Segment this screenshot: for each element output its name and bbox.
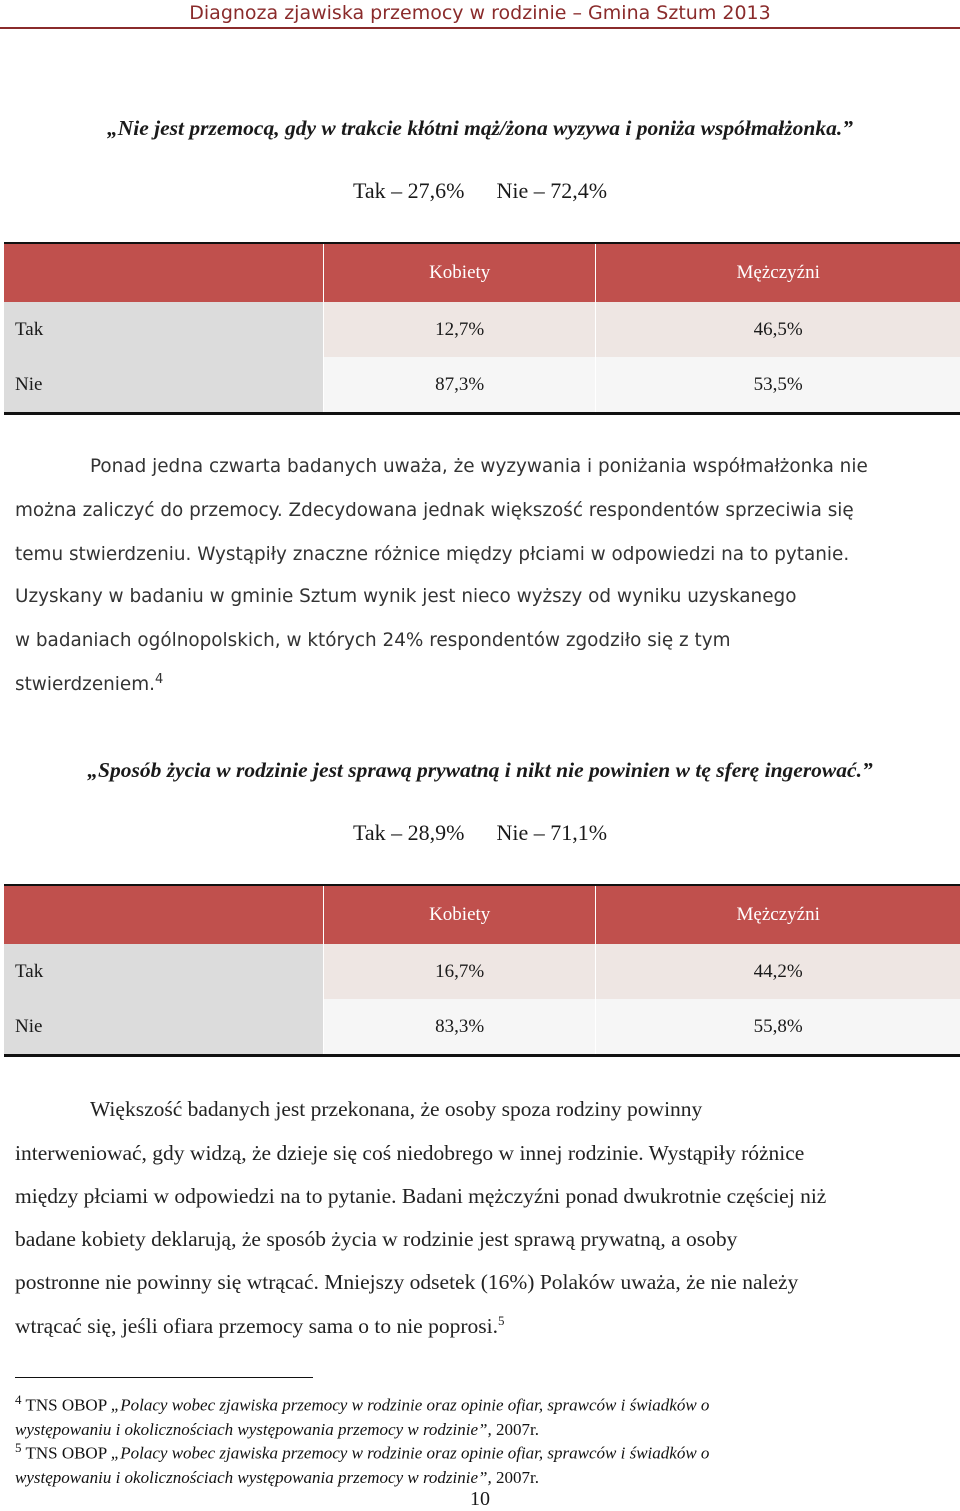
footnote-number: 4 [15, 1392, 22, 1407]
table-row [4, 944, 960, 999]
paragraph-1-line-last [15, 672, 163, 695]
value-women: 83,3% [324, 999, 596, 1056]
question-2-summary [0, 820, 960, 846]
table-row [4, 302, 960, 357]
paragraph-2-text: wtrącać się, jeśli ofiara przemocy sama o to nie poprosi. [15, 1314, 498, 1339]
row-label: Nie [4, 357, 324, 414]
header-rule [0, 27, 960, 29]
footnote-year: 2007r. [496, 1467, 539, 1487]
footnote-ref-5[interactable]: 5 [497, 1313, 505, 1328]
column-header-women: Kobiety [324, 243, 596, 302]
footnote-4 [15, 1388, 915, 1442]
value-men: 53,5% [596, 357, 960, 414]
summary-yes: Tak – 28,9% [352, 820, 465, 845]
question-2-title: „Sposób życia w rodzinie jest sprawą prywatną i nikt nie powinien w tę sferę ingerować.” [87, 758, 873, 782]
column-header-women: Kobiety [324, 885, 596, 944]
question-1-title: „Nie jest przemocą, gdy w trakcie kłótni mąż/żona wyzywa i poniża współmałżonka.” [107, 116, 853, 140]
results-table-2 [4, 884, 960, 1057]
footnote-source: TNS OBOP [25, 1443, 107, 1463]
value-women: 16,7% [324, 944, 596, 999]
row-label: Tak [4, 944, 324, 999]
paragraph-2-line: interweniować, gdy widzą, że dzieje się coś niedobrego w innej rodzinie. Wystąpiły różnice [15, 1141, 805, 1165]
table-row [4, 357, 960, 414]
footnote-year: 2007r. [496, 1419, 539, 1439]
summary-yes: Tak – 27,6% [352, 178, 465, 203]
footnote-ref-4[interactable]: 4 [154, 672, 164, 687]
column-header-men: Mężczyźni [596, 885, 960, 944]
summary-no: Nie – 71,1% [496, 820, 608, 845]
paragraph-2-line: badane kobiety deklarują, że sposób życia w rodzinie jest sprawą prywatną, a osoby [15, 1227, 738, 1251]
value-women: 87,3% [324, 357, 596, 414]
value-men: 44,2% [596, 944, 960, 999]
footnote-title: „Polacy wobec zjawiska przemocy w rodzinie oraz opinie ofiar, sprawców i świadków o [110, 1443, 710, 1463]
value-men: 55,8% [596, 999, 960, 1056]
paragraph-2-line: Większość badanych jest przekonana, że osoby spoza rodziny powinny [90, 1097, 703, 1121]
footnote-rule [15, 1377, 313, 1378]
page-number: 10 [470, 1488, 490, 1510]
footnote-5 [15, 1436, 915, 1490]
value-men: 46,5% [596, 302, 960, 357]
footnote-number: 5 [15, 1440, 22, 1455]
paragraph-1-line: można zaliczyć do przemocy. Zdecydowana jednak większość respondentów sprzeciwia się [15, 500, 854, 521]
column-header-men: Mężczyźni [596, 243, 960, 302]
row-label: Tak [4, 302, 324, 357]
footnote-title: występowaniu i okolicznościach występowania przemocy w rodzinie”, [15, 1467, 492, 1487]
footnote-source: TNS OBOP [25, 1395, 107, 1415]
header-empty-cell [4, 885, 324, 944]
header-empty-cell [4, 243, 324, 302]
question-1-summary [0, 178, 960, 204]
row-label: Nie [4, 999, 324, 1056]
results-table-1 [4, 242, 960, 415]
paragraph-1-line: Uzyskany w badaniu w gminie Sztum wynik jest nieco wyższy od wyniku uzyskanego [15, 586, 797, 607]
table-row [4, 999, 960, 1056]
paragraph-1-text: stwierdzeniem. [15, 674, 155, 696]
paragraph-2-line: postronne nie powinny się wtrącać. Mniejszy odsetek (16%) Polaków uważa, że nie należy [15, 1270, 799, 1294]
paragraph-1-line: w badaniach ogólnopolskich, w których 24% respondentów zgodziło się z tym [15, 630, 731, 651]
paragraph-1-line: temu stwierdzeniu. Wystąpiły znaczne różnice między płciami w odpowiedzi na to pytanie. [15, 544, 850, 565]
summary-no: Nie – 72,4% [496, 178, 608, 203]
paragraph-2-line-last [15, 1313, 504, 1339]
footnote-title: występowaniu i okolicznościach występowania przemocy w rodzinie”, [15, 1419, 492, 1439]
paragraph-2-line: między płciami w odpowiedzi na to pytanie. Badani mężczyźni ponad dwukrotnie częściej niż [15, 1184, 827, 1208]
footnote-title: „Polacy wobec zjawiska przemocy w rodzinie oraz opinie ofiar, sprawców i świadków o [110, 1395, 710, 1415]
value-women: 12,7% [324, 302, 596, 357]
paragraph-1-line: Ponad jedna czwarta badanych uważa, że wyzywania i poniżania współmałżonka nie [90, 456, 868, 477]
running-header: Diagnoza zjawiska przemocy w rodzinie – Gmina Sztum 2013 [189, 2, 771, 24]
